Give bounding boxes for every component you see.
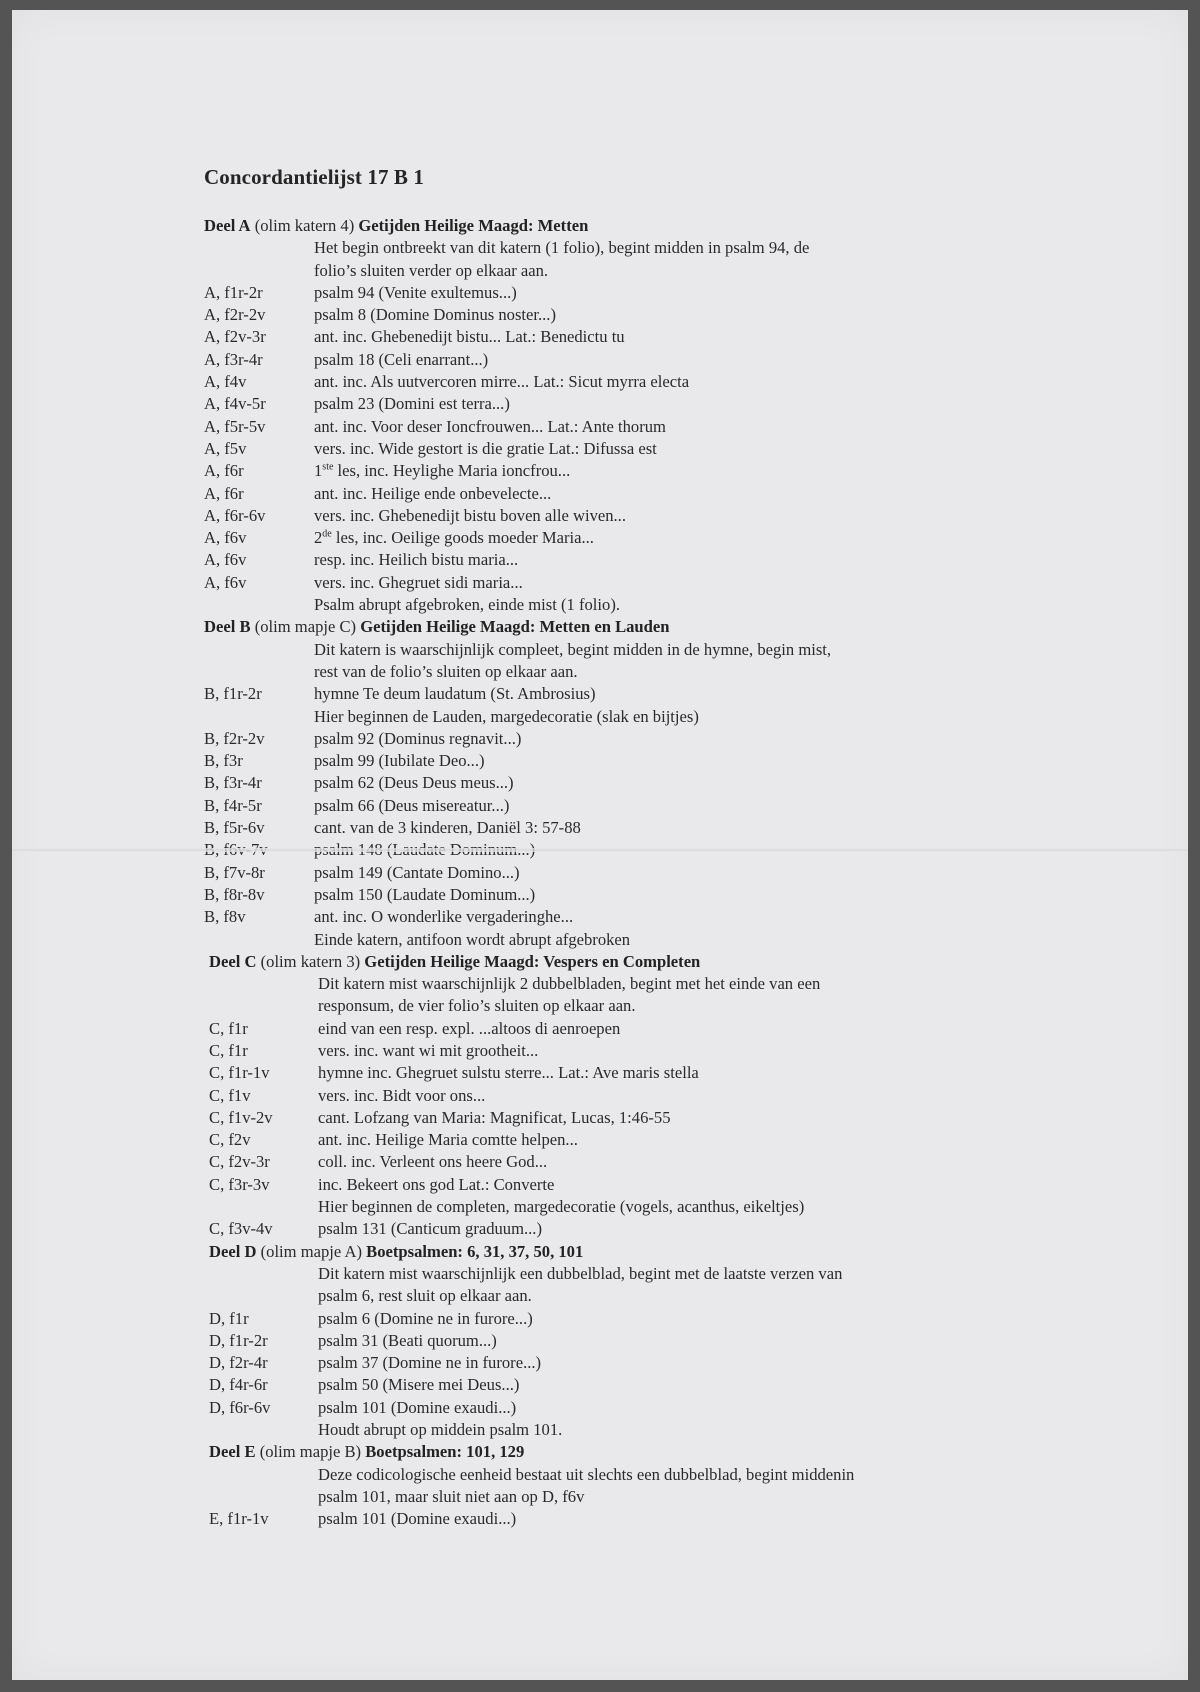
entry-description: ant. inc. O wonderlike vergaderinghe... <box>314 907 574 927</box>
concordance-entry <box>12 995 1188 1017</box>
entry-description: vers. inc. Ghebenedijt bistu boven alle wiven... <box>314 505 626 525</box>
entry-description: resp. inc. Heilich bistu maria... <box>314 550 519 570</box>
concordance-entry <box>12 706 1188 728</box>
entry-description: cant. van de 3 kinderen, Daniël 3: 57-88 <box>314 818 581 838</box>
folio-reference: D, f1r <box>209 1308 249 1328</box>
entry-description: psalm 62 (Deus Deus meus...) <box>314 773 514 793</box>
concordance-entry <box>12 1374 1188 1396</box>
folio-reference: B, f5r-6v <box>204 818 265 838</box>
section-subject: Boetpsalmen: 101, 129 <box>365 1442 525 1462</box>
section-heading <box>12 951 1188 973</box>
concordance-entry <box>12 1330 1188 1352</box>
concordance-entry <box>12 1018 1188 1040</box>
concordance-entry <box>12 1218 1188 1240</box>
concordance-entry <box>12 728 1188 750</box>
entry-description: ant. inc. Heilige ende onbevelecte... <box>314 483 552 503</box>
concordance-entry <box>12 371 1188 393</box>
concordance-entry <box>12 973 1188 995</box>
ordinal-suffix: ste <box>322 461 334 473</box>
entry-description <box>314 460 570 482</box>
concordance-entry <box>12 1285 1188 1307</box>
section-olim: (olim mapje A) <box>256 1241 367 1261</box>
entry-description: psalm 66 (Deus misereatur...) <box>314 795 510 815</box>
concordance-entry <box>12 1040 1188 1062</box>
section-heading <box>12 1241 1188 1263</box>
folio-reference: A, f6v <box>204 528 247 548</box>
folio-reference: A, f1r-2r <box>204 282 263 302</box>
entry-description: vers. inc. Ghegruet sidi maria... <box>314 572 523 592</box>
entry-description: psalm 92 (Dominus regnavit...) <box>314 728 522 748</box>
concordance-entry <box>12 1174 1188 1196</box>
concordance-entry <box>12 683 1188 705</box>
entry-description: psalm 131 (Canticum graduum...) <box>318 1219 542 1239</box>
concordance-entry <box>12 393 1188 415</box>
folio-reference: B, f3r <box>204 751 243 771</box>
concordance-entry <box>12 594 1188 616</box>
concordance-entry <box>12 906 1188 928</box>
concordance-entry <box>12 260 1188 282</box>
folio-reference: A, f4v <box>204 372 247 392</box>
entry-description: psalm 23 (Domini est terra...) <box>314 394 510 414</box>
folio-reference: A, f6v <box>204 572 247 592</box>
section-olim: (olim mapje B) <box>255 1442 366 1462</box>
folio-reference: A, f6v <box>204 550 247 570</box>
entry-description: Hier beginnen de completen, margedecoratie (vogels, acanthus, eikeltjes) <box>318 1197 805 1217</box>
folio-reference: D, f6r-6v <box>209 1397 271 1417</box>
entry-description: psalm 149 (Cantate Domino...) <box>314 862 520 882</box>
folio-reference: B, f8v <box>204 907 246 927</box>
folio-reference: A, f5v <box>204 438 247 458</box>
concordance-entry <box>12 1308 1188 1330</box>
section-heading <box>12 616 1188 638</box>
entry-description: psalm 8 (Domine Dominus noster...) <box>314 305 556 325</box>
entry-description: hymne Te deum laudatum (St. Ambrosius) <box>314 684 596 704</box>
section-olim: (olim katern 4) <box>250 216 359 235</box>
entry-description: psalm 31 (Beati quorum...) <box>318 1330 497 1350</box>
lesson-ordinal: 1 <box>314 461 323 481</box>
entry-description: vers. inc. Bidt voor ons... <box>318 1085 486 1105</box>
entry-description: inc. Bekeert ons god Lat.: Converte <box>318 1174 555 1194</box>
concordance-entry <box>12 438 1188 460</box>
concordance-entry <box>12 326 1188 348</box>
folio-reference: A, f6r <box>204 461 244 481</box>
entry-description: psalm 101 (Domine exaudi...) <box>318 1397 517 1417</box>
section-label: Deel B <box>204 617 251 637</box>
entry-description: psalm 6, rest sluit op elkaar aan. <box>318 1286 532 1306</box>
folio-reference: A, f2r-2v <box>204 305 266 325</box>
entry-description: eind van een resp. expl. ...altoos di aenroepen <box>318 1018 621 1038</box>
section-label: Deel C <box>209 951 257 971</box>
entry-description: Psalm abrupt afgebroken, einde mist (1 folio). <box>314 595 620 615</box>
folio-reference: C, f2v-3r <box>209 1152 270 1172</box>
entry-description: Hier beginnen de Lauden, margedecoratie (slak en bijtjes) <box>314 706 699 726</box>
section-subject: Getijden Heilige Maagd: Metten en Lauden <box>360 617 670 637</box>
concordance-entry <box>12 862 1188 884</box>
concordance-entry <box>12 1151 1188 1173</box>
section-label: Deel E <box>209 1442 256 1462</box>
folio-reference: A, f5r-5v <box>204 416 266 436</box>
entry-description: psalm 101, maar sluit niet aan op D, f6v <box>318 1486 585 1506</box>
concordance-entry <box>12 505 1188 527</box>
concordance-entry <box>12 795 1188 817</box>
folio-reference: A, f3r-4r <box>204 349 263 369</box>
entry-description: vers. inc. want wi mit grootheit... <box>318 1040 539 1060</box>
concordance-entry <box>12 349 1188 371</box>
entry-description: hymne inc. Ghegruet sulstu sterre... Lat.: Ave maris stella <box>318 1063 699 1083</box>
concordance-entry <box>12 1085 1188 1107</box>
folio-reference: A, f6r <box>204 483 244 503</box>
concordance-entry <box>12 750 1188 772</box>
entry-description: psalm 94 (Venite exultemus...) <box>314 282 517 302</box>
concordance-entry <box>12 929 1188 951</box>
concordance-entry <box>12 304 1188 326</box>
entry-description: vers. inc. Wide gestort is die gratie Lat.: Difussa est <box>314 438 657 458</box>
entry-description: rest van de folio’s sluiten op elkaar aan. <box>314 661 578 681</box>
concordance-entry <box>12 639 1188 661</box>
concordance-entry <box>12 1464 1188 1486</box>
entry-description: Dit katern mist waarschijnlijk een dubbelblad, begint met de laatste verzen van <box>318 1263 843 1283</box>
folio-reference: C, f1v <box>209 1085 251 1105</box>
entry-description: psalm 50 (Misere mei Deus...) <box>318 1375 520 1395</box>
concordance-entry <box>12 1419 1188 1441</box>
folio-reference: A, f6r-6v <box>204 505 266 525</box>
concordance-entry <box>12 1062 1188 1084</box>
section-olim: (olim mapje C) <box>250 617 361 637</box>
folio-reference: B, f4r-5r <box>204 795 262 815</box>
concordance-entry <box>12 772 1188 794</box>
concordance-entry <box>12 416 1188 438</box>
entry-description: Einde katern, antifoon wordt abrupt afgebroken <box>314 929 631 949</box>
concordance-entry <box>12 661 1188 683</box>
entry-description: psalm 101 (Domine exaudi...) <box>318 1509 517 1529</box>
entry-text: les, inc. Heylighe Maria ioncfrou... <box>333 461 571 481</box>
concordance-entry <box>12 549 1188 571</box>
section-label: Deel A <box>204 216 251 235</box>
page-title: Concordantielijst 17 B 1 <box>204 165 424 189</box>
folio-reference: C, f1r <box>209 1040 248 1060</box>
folio-reference: A, f2v-3r <box>204 327 266 347</box>
entry-description: ant. inc. Ghebenedijt bistu... Lat.: Benedictu tu <box>314 327 625 347</box>
paper-fold-crease <box>12 848 1188 852</box>
concordance-entry <box>12 884 1188 906</box>
folio-reference: D, f1r-2r <box>209 1330 268 1350</box>
entry-description: Dit katern is waarschijnlijk compleet, begint midden in de hymne, begin mist, <box>314 639 832 659</box>
entry-description <box>314 527 594 549</box>
section-heading <box>12 1441 1188 1463</box>
folio-reference: C, f2v <box>209 1130 251 1150</box>
folio-reference: D, f4r-6r <box>209 1375 268 1395</box>
folio-reference: B, f8r-8v <box>204 884 265 904</box>
lesson-ordinal: 2 <box>314 528 323 548</box>
folio-reference: B, f1r-2r <box>204 684 262 704</box>
entry-description: Dit katern mist waarschijnlijk 2 dubbelbladen, begint met het einde van een <box>318 974 821 994</box>
concordance-entry <box>12 1508 1188 1530</box>
concordance-entry <box>12 237 1188 259</box>
concordance-entry <box>12 1486 1188 1508</box>
concordance-entry <box>12 1352 1188 1374</box>
folio-reference: B, f2r-2v <box>204 728 265 748</box>
concordance-entry <box>12 1397 1188 1419</box>
entry-description: ant. inc. Heilige Maria comtte helpen... <box>318 1130 578 1150</box>
entry-description: folio’s sluiten verder op elkaar aan. <box>314 260 549 280</box>
entry-description: psalm 99 (Iubilate Deo...) <box>314 751 485 771</box>
section-subject: Boetpsalmen: 6, 31, 37, 50, 101 <box>366 1241 584 1261</box>
folio-reference: C, f1r-1v <box>209 1063 270 1083</box>
entry-description: cant. Lofzang van Maria: Magnificat, Lucas, 1:46-55 <box>318 1107 671 1127</box>
concordance-entry <box>12 460 1188 482</box>
document-page <box>12 10 1188 1680</box>
folio-reference: D, f2r-4r <box>209 1353 268 1373</box>
concordance-entry <box>12 1196 1188 1218</box>
concordance-entry <box>12 1107 1188 1129</box>
section-heading <box>12 215 1188 237</box>
concordance-list <box>12 215 1188 1531</box>
section-olim: (olim katern 3) <box>256 951 365 971</box>
entry-description: Deze codicologische eenheid bestaat uit slechts een dubbelblad, begint middenin <box>318 1464 855 1484</box>
entry-description: ant. inc. Voor deser Ioncfrouwen... Lat.: Ante thorum <box>314 416 666 436</box>
folio-reference: E, f1r-1v <box>209 1509 269 1529</box>
folio-reference: C, f1v-2v <box>209 1107 273 1127</box>
entry-description: psalm 18 (Celi enarrant...) <box>314 349 489 369</box>
entry-description: coll. inc. Verleent ons heere God... <box>318 1152 548 1172</box>
entry-description: psalm 6 (Domine ne in furore...) <box>318 1308 533 1328</box>
entry-description: Houdt abrupt op middein psalm 101. <box>318 1420 563 1440</box>
folio-reference: C, f3r-3v <box>209 1174 270 1194</box>
ordinal-suffix: de <box>322 528 332 540</box>
entry-description: psalm 150 (Laudate Dominum...) <box>314 884 536 904</box>
concordance-entry <box>12 282 1188 304</box>
concordance-entry <box>12 527 1188 549</box>
folio-reference: B, f3r-4r <box>204 773 262 793</box>
entry-text: les, inc. Oeilige goods moeder Maria... <box>331 528 594 548</box>
folio-reference: C, f1r <box>209 1018 248 1038</box>
folio-reference: C, f3v-4v <box>209 1219 273 1239</box>
concordance-entry <box>12 1129 1188 1151</box>
entry-description: Het begin ontbreekt van dit katern (1 folio), begint midden in psalm 94, de <box>314 238 810 258</box>
entry-description: responsum, de vier folio’s sluiten op elkaar aan. <box>318 996 636 1016</box>
concordance-entry <box>12 1263 1188 1285</box>
concordance-entry <box>12 572 1188 594</box>
section-subject: Getijden Heilige Maagd: Vespers en Completen <box>364 951 701 971</box>
section-subject: Getijden Heilige Maagd: Metten <box>358 216 589 235</box>
entry-description: psalm 37 (Domine ne in furore...) <box>318 1353 542 1373</box>
folio-reference: B, f7v-8r <box>204 862 265 882</box>
concordance-entry <box>12 483 1188 505</box>
entry-description: ant. inc. Als uutvercoren mirre... Lat.: Sicut myrra electa <box>314 372 690 392</box>
section-label: Deel D <box>209 1241 257 1261</box>
concordance-entry <box>12 817 1188 839</box>
folio-reference: A, f4v-5r <box>204 394 266 414</box>
